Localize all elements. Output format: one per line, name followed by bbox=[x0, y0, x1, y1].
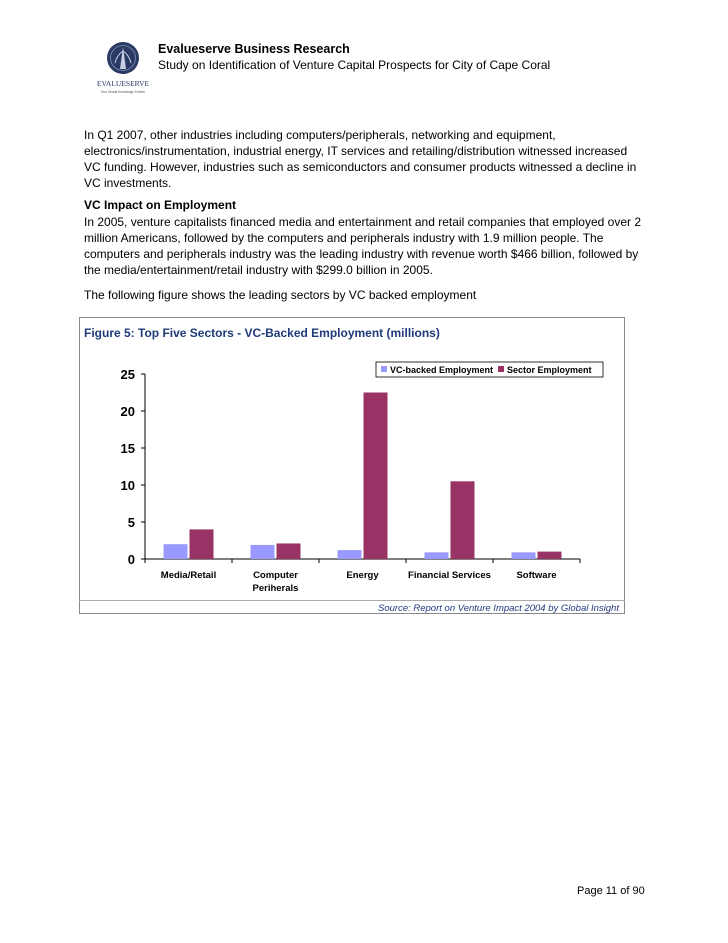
bar-vc-backed-3 bbox=[425, 552, 449, 559]
intro-line: In Q1 2007, other industries including computers/peripherals, networking and equipment, bbox=[84, 128, 556, 142]
y-tick-label: 20 bbox=[120, 404, 135, 419]
intro-line: VC investments. bbox=[84, 176, 172, 190]
bar-sector-3 bbox=[451, 481, 475, 559]
x-tick-label: Periherals bbox=[252, 583, 299, 594]
legend-swatch bbox=[381, 366, 387, 372]
y-tick-label: 25 bbox=[120, 367, 135, 382]
section-line: million Americans, followed by the computers and peripherals industry with 1.9 million people. The bbox=[84, 231, 604, 245]
figure-title: Figure 5: Top Five Sectors - VC-Backed Employment (millions) bbox=[84, 326, 440, 340]
header-title: Evalueserve Business Research bbox=[158, 42, 350, 56]
y-tick-label: 5 bbox=[127, 515, 135, 530]
figure-source: Source: Report on Venture Impact 2004 by Global Insight bbox=[378, 603, 619, 614]
legend-swatch bbox=[498, 366, 504, 372]
logo-tagline: Your Global Knowledge Partner bbox=[100, 90, 146, 94]
bar-sector-0 bbox=[190, 529, 214, 559]
x-tick-label: Computer bbox=[253, 570, 298, 581]
x-tick-label: Financial Services bbox=[408, 570, 491, 581]
x-tick-label: Software bbox=[516, 570, 557, 581]
intro-line: electronics/instrumentation, industrial energy, IT services and retailing/distribution witnessed increased bbox=[84, 144, 628, 158]
section-line: In 2005, venture capitalists financed media and entertainment and retail companies that employed over 2 bbox=[84, 215, 642, 229]
y-tick-label: 0 bbox=[127, 552, 135, 567]
section-heading: VC Impact on Employment bbox=[84, 198, 237, 212]
bar-vc-backed-4 bbox=[512, 552, 536, 559]
bar-sector-4 bbox=[538, 552, 562, 559]
y-tick-label: 15 bbox=[120, 441, 135, 456]
section-line: the media/entertainment/retail industry with $299.0 billion in 2005. bbox=[84, 263, 433, 277]
legend-entry: Sector Employment bbox=[507, 365, 592, 375]
bar-sector-2 bbox=[364, 393, 388, 560]
y-tick-label: 10 bbox=[120, 478, 135, 493]
header-subtitle: Study on Identification of Venture Capital Prospects for City of Cape Coral bbox=[158, 58, 551, 72]
intro-line: VC funding. However, industries such as semiconductors and consumer products witnessed a decline in bbox=[84, 160, 637, 174]
bar-vc-backed-0 bbox=[164, 544, 188, 559]
x-tick-label: Media/Retail bbox=[160, 570, 217, 581]
page-number: Page 11 of 90 bbox=[577, 885, 645, 897]
bar-vc-backed-2 bbox=[338, 550, 362, 559]
bar-vc-backed-1 bbox=[251, 545, 275, 559]
legend-entry: VC-backed Employment bbox=[390, 365, 494, 375]
figure-intro: The following figure shows the leading sectors by VC backed employment bbox=[84, 288, 477, 302]
x-tick-label: Energy bbox=[346, 570, 379, 581]
section-line: computers and peripherals industry was the leading industry with revenue worth $466 billion, followed by bbox=[84, 247, 639, 261]
bar-sector-1 bbox=[277, 543, 301, 559]
logo-wordmark: EVALUESERVE bbox=[96, 79, 150, 88]
